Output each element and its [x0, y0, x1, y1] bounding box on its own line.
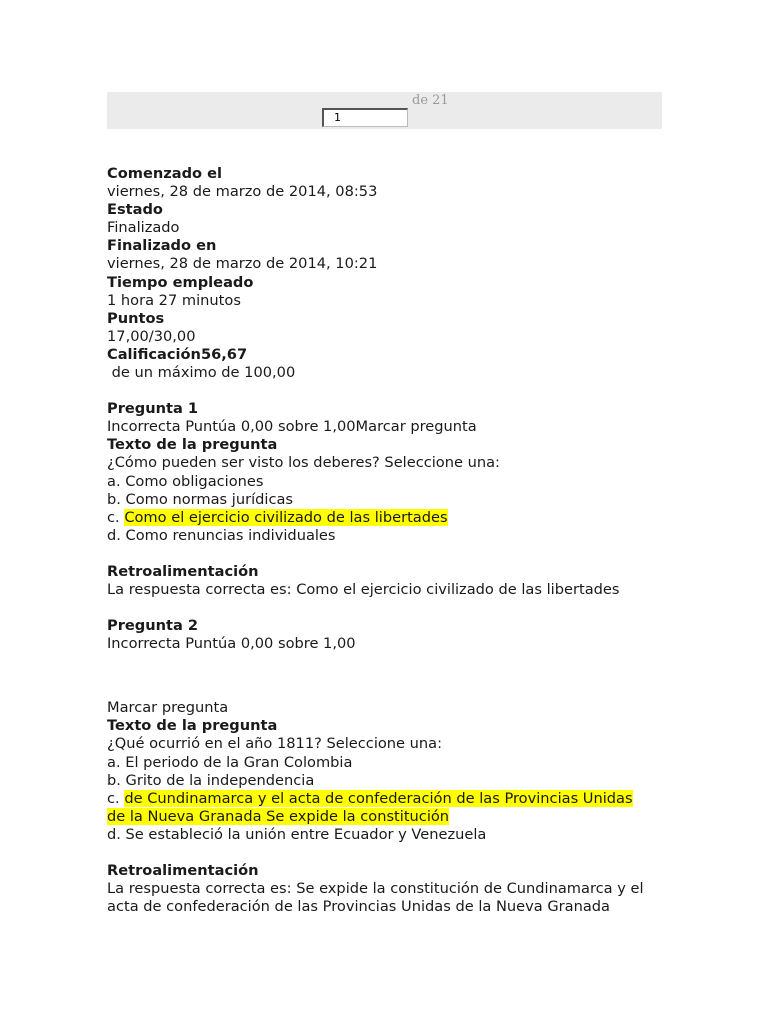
- answer-option: a. El periodo de la Gran Colombia: [107, 753, 353, 771]
- summary-label: Puntos: [107, 309, 165, 327]
- question-status: Incorrecta Puntúa 0,00 sobre 1,00Marcar pregunta: [107, 418, 477, 436]
- page-number-input[interactable]: 1: [322, 108, 408, 127]
- feedback-label: Retroalimentación: [107, 562, 259, 580]
- answer-option-continuation: [107, 808, 667, 826]
- question-text-label: Texto de la pregunta: [107, 436, 278, 454]
- feedback-label: Retroalimentación: [107, 862, 259, 879]
- highlighted-answer: de la Nueva Granada Se expide la constitución: [107, 807, 450, 825]
- summary-label: Finalizado en: [107, 237, 217, 255]
- quiz-review: [107, 165, 667, 916]
- question-text: ¿Cómo pueden ser visto los deberes? Seleccione una:: [107, 454, 500, 472]
- grade-label: Calificación: [107, 345, 201, 363]
- answer-option: b. Grito de la independencia: [107, 771, 315, 789]
- page-navigation-bar: [107, 92, 662, 129]
- grade-line: [107, 346, 667, 364]
- answer-option-selected: [107, 509, 667, 527]
- summary-label: Comenzado el: [107, 165, 223, 182]
- answer-option: a. Como obligaciones: [107, 472, 264, 490]
- answer-option: d. Se estableció la unión entre Ecuador y Venezuela: [107, 825, 487, 843]
- summary-value: 1 hora 27 minutos: [107, 291, 241, 309]
- flag-question-link[interactable]: Marcar pregunta: [107, 699, 229, 717]
- highlighted-answer: de Cundinamarca y el acta de confederación de las Provincias Unidas: [124, 789, 633, 807]
- option-prefix: c.: [107, 508, 125, 526]
- summary-value: 17,00/30,00: [107, 327, 196, 345]
- option-prefix: c.: [107, 789, 125, 807]
- question-text-label: Texto de la pregunta: [107, 717, 278, 735]
- summary-label: Estado: [107, 201, 163, 219]
- summary-label: Tiempo empleado: [107, 273, 254, 291]
- question-title: Pregunta 1: [107, 400, 199, 418]
- answer-option: d. Como renuncias individuales: [107, 526, 336, 544]
- answer-option: b. Como normas jurídicas: [107, 490, 294, 508]
- question-status: Incorrecta Puntúa 0,00 sobre 1,00: [107, 635, 356, 653]
- summary-value: Finalizado: [107, 219, 180, 237]
- summary-value: viernes, 28 de marzo de 2014, 10:21: [107, 255, 378, 273]
- feedback-text: La respuesta correcta es: Como el ejercicio civilizado de las libertades: [107, 580, 620, 598]
- highlighted-answer: Como el ejercicio civilizado de las libertades: [124, 508, 448, 526]
- question-title: Pregunta 2: [107, 617, 199, 635]
- grade-value: 56,67: [200, 345, 248, 363]
- page-total-label: de 21: [412, 93, 449, 108]
- summary-value: viernes, 28 de marzo de 2014, 08:53: [107, 183, 378, 201]
- question-text: ¿Qué ocurrió en el año 1811? Seleccione una:: [107, 735, 443, 753]
- grade-max: de un máximo de 100,00: [107, 364, 296, 382]
- feedback-text: La respuesta correcta es: Se expide la constitución de Cundinamarca y el acta de confederación de las Provincias Unidas de la Nueva Granada: [107, 880, 644, 916]
- answer-option-selected: [107, 790, 667, 808]
